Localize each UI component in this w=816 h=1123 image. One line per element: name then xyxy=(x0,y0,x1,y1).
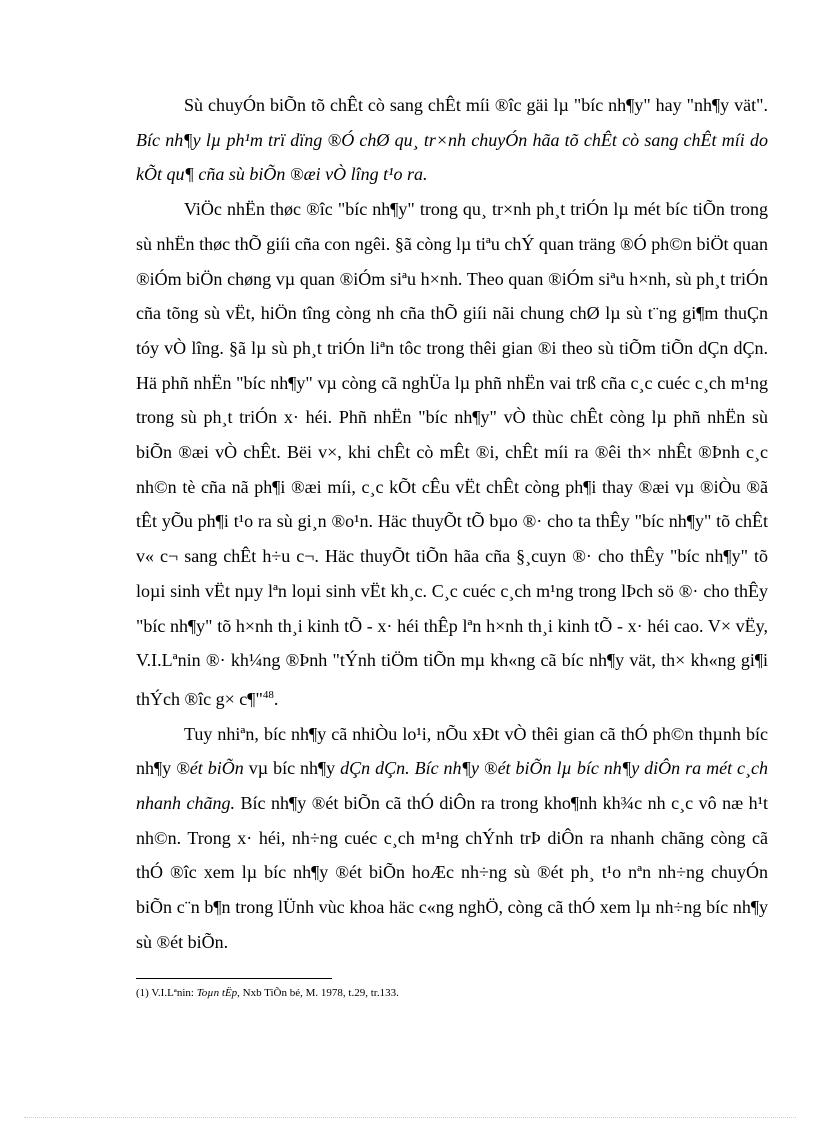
footnote-author: V.I.Lªnin: xyxy=(148,987,197,999)
text-segment: Tuy nhiªn, bíc nh¶y cã nhiÒu lo¹i, nÕu xÐt vÒ thêi gian cã thÓ ph©n thµnh bíc nh¶y xyxy=(136,723,768,779)
footnote-divider xyxy=(136,978,332,979)
italic-text-segment: Bíc nh¶y lµ ph¹m trï dïng ®Ó chØ qu¸ tr×nh chuyÓn hãa tõ chÊt cò sang chÊt míi do kÕt qu¶ cña sù biÕn ®æi vÒ lîng t¹o ra. xyxy=(136,129,768,185)
text-segment: vµ bíc nh¶y xyxy=(243,758,341,779)
footnote-title: Toµn tËp xyxy=(196,987,238,999)
body-text xyxy=(136,88,768,960)
paragraph: ViÖc nhËn thøc ®îc "bíc nh¶y" trong qu¸ tr×nh ph¸t triÓn lµ mét bíc tiÕn trong sù nhËn thøc thÕ giíi cña con ngêi. §ã còng lµ tiªu chÝ quan träng ®Ó ph©n biÖt quan ®iÓm biÖn chøng vµ quan ®iÓm siªu h×nh. Theo quan ®iÓm siªu h×nh, sù ph¸t triÓn cña tõng sù vËt, hiÖn tîng còng nh cña thÕ giíi nãi chung chØ lµ sù t¨ng gi¶m thuÇn tóy vÒ lîng. §ã lµ sù ph¸t triÓn liªn tôc trong thêi gian ®i theo sù tiÕm tiÕn dÇn dÇn. Hä phñ nhËn "bíc nh¶y" vµ còng cã nghÜa lµ phñ nhËn vai trß cña c¸c cuéc c¸ch m¹ng trong sù ph¸t triÓn x· héi. Phñ nhËn "bíc nh¶y" vÒ thùc chÊt còng lµ phñ nhËn sù biÕn ®æi vÒ chÊt. Bëi v×, khi chÊt cò mÊt ®i, chÊt míi ra ®êi th× nhÊt ®Þnh c¸c nh©n tè cña nã ph¶i ®æi míi, c¸c kÕt cÊu vËt chÊt còng ph¶i thay ®æi vµ ®iÒu ®ã tÊt yÕu ph¶i t¹o ra sù gi¸n ®o¹n. Häc thuyÕt tÕ bµo ®· cho ta thÊy "bíc nh¶y" tõ chÊt v« c¬ sang chÊt h÷u c¬. Häc thuyÕt tiÕn hãa cña §¸cuyn ®· cho thÊy "bíc nh¶y" tõ loµi sinh vËt nµy lªn loµi sinh vËt kh¸c. C¸c cuéc c¸ch m¹ng trong lÞch sö ®· cho thÊy "bíc nh¶y" tõ h×nh th¸i kinh tÕ - x· héi thÊp lªn h×nh th¸i kinh tÕ - x· héi cao. V× vËy, V.I.Lªnin ®· kh¼ng ®Þnh "tÝnh tiÖm tiÕn mµ kh«ng cã bíc nh¶y vät, th× kh«ng gi¶i thÝch ®îc g× c¶"$^{48}$. xyxy=(136,199,768,709)
italic-text-segment: ®ét biÕn xyxy=(176,758,244,779)
footnote-marker: (1) xyxy=(136,987,149,999)
italic-text-segment: dÇn dÇn. Bíc nh¶y ®ét biÕn lµ bíc nh¶y diÔn ra mét c¸ch nhanh chãng. xyxy=(136,758,769,814)
page-bottom-edge xyxy=(24,1117,796,1118)
paragraph xyxy=(136,88,768,192)
text-segment: ViÖc nhËn thøc ®îc "bíc nh¶y" trong qu¸ tr×nh ph¸t triÓn lµ mét bíc tiÕn trong sù nhËn thøc thÕ giíi cña con ngêi. §ã còng lµ tiªu chÝ quan träng ®Ó ph©n biÖt quan ®iÓm biÖn chøng vµ quan ®iÓm siªu h×nh. Theo quan ®iÓm siªu h×nh, sù ph¸t triÓn cña tõng sù vËt, hiÖn tîng còng nh cña thÕ giíi nãi chung chØ lµ sù t¨ng gi¶m thuÇn tóy vÒ lîng. §ã lµ sù ph¸t triÓn liªn tôc trong thêi gian ®i theo sù tiÕm tiÕn dÇn dÇn. Hä phñ nhËn "bíc nh¶y" vµ còng cã nghÜa lµ phñ nhËn vai trß cña c¸c cuéc c¸ch m¹ng trong sù ph¸t triÓn x· héi. Phñ nhËn "bíc nh¶y" vÒ thùc chÊt còng lµ phñ nhËn sù biÕn ®æi vÒ chÊt. Bëi v×, khi chÊt cò mÊt ®i, chÊt míi ra ®êi th× nhÊt ®Þnh c¸c nh©n tè cña nã ph¶i ®æi míi, c¸c kÕt cÊu vËt chÊt còng ph¶i thay ®æi vµ ®iÒu ®ã tÊt yÕu ph¶i t¹o ra sù gi¸n ®o¹n. Häc thuyÕt tÕ bµo ®· cho ta thÊy "bíc nh¶y" tõ chÊt v« c¬ sang chÊt h÷u c¬. Häc thuyÕt tiÕn hãa cña §¸cuyn ®· cho thÊy "bíc nh¶y" tõ loµi sinh vËt nµy lªn loµi sinh vËt kh¸c. C¸c cuéc c¸ch m¹ng trong lÞch sö ®· cho thÊy "bíc nh¶y" tõ h×nh th¸i kinh tÕ - x· héi thÊp lªn h×nh th¸i kinh tÕ - x· héi cao. V× vËy, V.I.Lªnin ®· kh¼ng ®Þnh "tÝnh tiÖm tiÕn mµ kh«ng cã bíc nh¶y vät, th× kh«ng gi¶i thÝch ®îc g× c¶" xyxy=(136,199,768,709)
footnote-details: , Nxb TiÕn bé, M. 1978, t.29, tr.133. xyxy=(237,987,399,999)
footnote-reference: 48 xyxy=(262,688,274,701)
paragraph xyxy=(136,717,768,960)
footnote xyxy=(136,986,768,1000)
text-segment: Sù chuyÓn biÕn tõ chÊt cò sang chÊt míi ®îc gäi lµ "bíc nh¶y" hay "nh¶y vät". xyxy=(184,95,768,115)
text-segment: Bíc nh¶y ®ét biÕn cã thÓ diÔn ra trong kho¶nh kh¾c nh c¸c vô næ h¹t nh©n. Trong x· héi, nh÷ng cuéc c¸ch m¹ng chÝnh trÞ diÔn ra nhanh chãng còng cã thÓ ®îc xem lµ bíc nh¶y ®ét biÕn hoÆc nh÷ng sù ®ét ph¸ t¹o nªn nh÷ng chuyÓn biÕn c¨n b¶n trong lÜnh vùc khoa häc c«ng nghÖ, còng cã thÓ xem lµ nh÷ng bíc nh¶y sù ®ét biÕn. xyxy=(136,793,769,952)
